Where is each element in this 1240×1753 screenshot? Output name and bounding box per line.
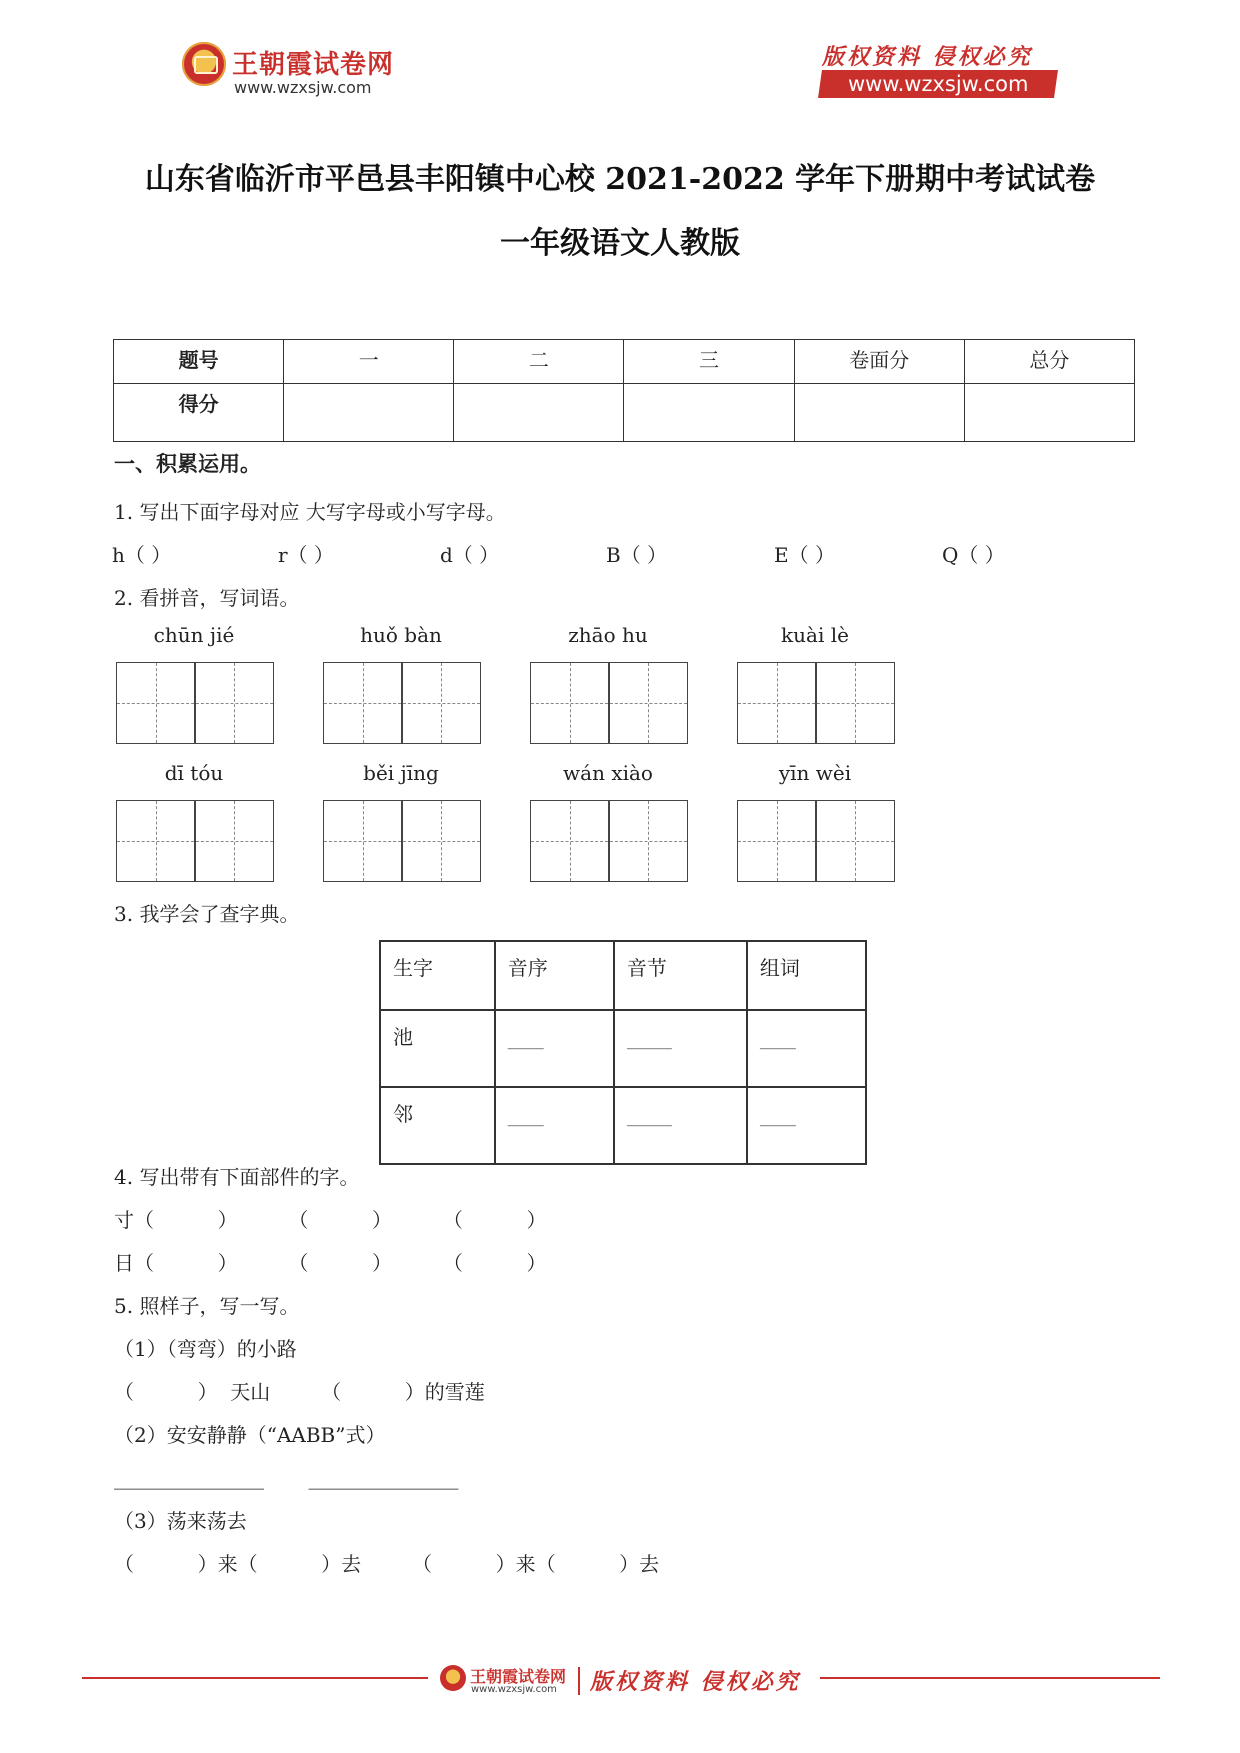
q1-item: r（ ） (278, 543, 334, 567)
score-cell[interactable] (794, 384, 964, 442)
q5-prompt: 5. 照样子，写一写。 (114, 1294, 300, 1318)
dict-char: 池 (380, 1010, 495, 1087)
q5-part3-line: （ ）来（ ）去 （ ）来（ ）去 (114, 1552, 660, 1576)
dict-header: 音节 (614, 941, 747, 1010)
score-header: 总分 (964, 340, 1134, 384)
writing-grid[interactable] (737, 800, 895, 882)
q1-prompt: 1. 写出下面字母对应 大写字母或小写字母。 (114, 500, 506, 524)
score-row-label: 得分 (114, 384, 284, 442)
q5-part1-line: （ ） 天山 （ ）的雪莲 (114, 1380, 485, 1404)
dict-blank[interactable]: ____ (747, 1087, 866, 1164)
pinyin-label: yīn wèi (778, 761, 852, 785)
score-cell[interactable] (284, 384, 454, 442)
section-heading: 一、积累运用。 (114, 451, 261, 476)
footer-separator (578, 1667, 580, 1695)
q1-item: B（ ） (606, 543, 668, 567)
footer-copyright: 版权资料 侵权必究 (590, 1669, 801, 1695)
q4-line: 寸（ ） （ ） （ ） (114, 1208, 547, 1232)
pinyin-label: chūn jié (153, 623, 235, 647)
writing-grid[interactable] (116, 800, 274, 882)
q1-item: d（ ） (440, 543, 500, 567)
writing-grid[interactable] (530, 800, 688, 882)
footer-logo-title: 王朝霞试卷网 (470, 1667, 567, 1686)
q1-item: Q（ ） (942, 543, 1005, 567)
dict-blank[interactable]: _____ (614, 1010, 747, 1087)
writing-grid[interactable] (323, 800, 481, 882)
footer-seal-icon (440, 1665, 466, 1691)
writing-grid[interactable] (116, 662, 274, 744)
footer-rule-right (820, 1677, 1160, 1679)
score-table (113, 339, 1135, 442)
pinyin-label: wán xiào (563, 761, 653, 785)
score-cell[interactable] (454, 384, 624, 442)
q5-part1: （1）（弯弯）的小路 (114, 1337, 297, 1361)
logo-title: 王朝霞试卷网 (232, 50, 395, 80)
dict-header: 生字 (380, 941, 495, 1010)
score-header: 二 (454, 340, 624, 384)
pinyin-label: kuài lè (781, 623, 849, 647)
dict-header: 音序 (495, 941, 614, 1010)
score-header: 题号 (114, 340, 284, 384)
score-header: 一 (284, 340, 454, 384)
copyright-url-bar (818, 70, 1058, 98)
writing-grid[interactable] (737, 662, 895, 744)
page-title: 山东省临沂市平邑县丰阳镇中心校 2021-2022 学年下册期中考试试卷 (144, 162, 1096, 197)
pinyin-label: huǒ bàn (360, 623, 442, 647)
writing-grid[interactable] (323, 662, 481, 744)
dict-header: 组词 (747, 941, 866, 1010)
copyright-url: www.wzxsjw.com (847, 72, 1029, 96)
dictionary-table (379, 940, 867, 1165)
dict-char: 邻 (380, 1087, 495, 1164)
logo-url: www.wzxsjw.com (234, 78, 372, 97)
copyright-notice: 版权资料 侵权必究 (822, 44, 1033, 70)
dict-blank[interactable]: ____ (495, 1010, 614, 1087)
q5-part3: （3）荡来荡去 (114, 1509, 247, 1533)
footer-rule-left (82, 1677, 428, 1679)
q5-part2: （2）安安静静（“AABB”式） (114, 1423, 386, 1447)
writing-grid[interactable] (530, 662, 688, 744)
pinyin-label: dī tóu (164, 761, 224, 785)
q2-prompt: 2. 看拼音，写词语。 (114, 586, 300, 610)
score-cell[interactable] (624, 384, 794, 442)
q1-item: h（ ） (112, 543, 172, 567)
q4-line: 日（ ） （ ） （ ） (114, 1251, 547, 1275)
footer-logo-url: www.wzxsjw.com (471, 1684, 557, 1695)
dict-blank[interactable]: _____ (614, 1087, 747, 1164)
dict-blank[interactable]: ____ (747, 1010, 866, 1087)
page-subtitle: 一年级语文人教版 (500, 226, 740, 261)
q4-prompt: 4. 写出带有下面部件的字。 (114, 1165, 360, 1189)
pinyin-label: zhāo hu (568, 623, 648, 647)
score-cell[interactable] (964, 384, 1134, 442)
q5-part2-line: _______________ _______________ (114, 1466, 459, 1490)
score-header: 三 (624, 340, 794, 384)
q1-item: E（ ） (774, 543, 835, 567)
logo-seal-icon (182, 42, 226, 86)
score-header: 卷面分 (794, 340, 964, 384)
q3-prompt: 3. 我学会了查字典。 (114, 902, 300, 926)
dict-blank[interactable]: ____ (495, 1087, 614, 1164)
pinyin-label: běi jīng (363, 761, 439, 785)
